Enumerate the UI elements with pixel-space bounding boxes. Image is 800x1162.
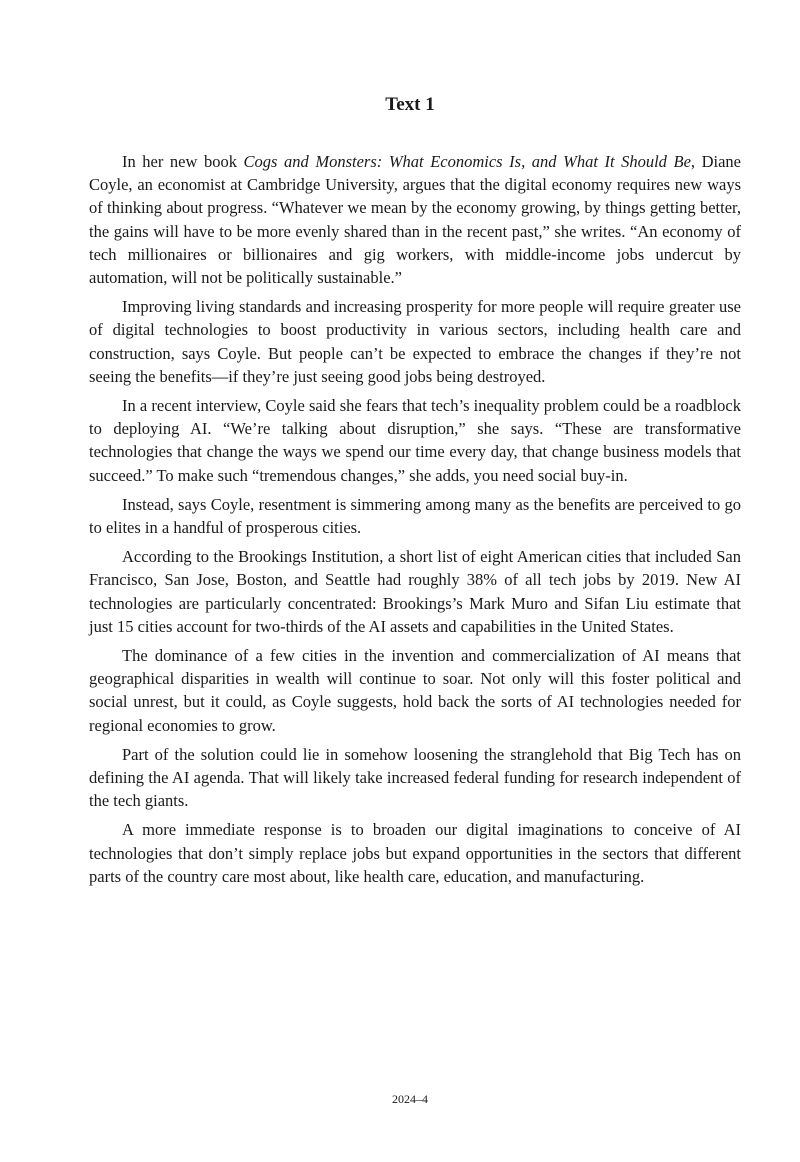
paragraph-2: Improving living standards and increasing prosperity for more people will require greater use of digital technologies to boost productivity in various sectors, including health care and construction, says Coyle. But people can’t be expected to embrace the changes if they’re not seeing the benefits—if they’re just seeing good jobs being destroyed. <box>89 297 741 386</box>
paragraph-1-rest: , Diane Coyle, an economist at Cambridge University, argues that the digital economy requires new ways of thinking about progress. “Whatever we mean by the economy growing, by things getting better, the gains will have to be more evenly shared than in the recent past,” she writes. “An economy of tech millionaires or billionaires and gig workers, with middle-income jobs undercut by automation, will not be politically sustainable.” <box>89 152 741 288</box>
paragraph-8: A more immediate response is to broaden our digital imaginations to conceive of AI technologies that don’t simply replace jobs but expand opportunities in the sectors that different parts of the country care most about, like health care, education, and manufacturing. <box>89 820 741 886</box>
paragraph-6: The dominance of a few cities in the invention and commercialization of AI means that geographical disparities in wealth will continue to soar. Not only will this foster political and social unrest, but it could, as Coyle suggests, hold back the sorts of AI technologies needed for regional economies to grow. <box>89 646 741 735</box>
page-number: 2024–4 <box>392 1092 428 1106</box>
paragraph-4: Instead, says Coyle, resentment is simmering among many as the benefits are perceived to go to elites in a handful of prosperous cities. <box>89 494 741 538</box>
paragraph-3: In a recent interview, Coyle said she fears that tech’s inequality problem could be a roadblock to deploying AI. “We’re talking about disruption,” she says. “These are transformative technologies that change the ways we spend our time every day, that change business models that succeed.” To make such “tremendous changes,” she adds, you need social buy-in. <box>89 396 741 485</box>
paragraph-1-prefix: In her new book <box>122 152 244 171</box>
paragraph-1 <box>89 150 741 289</box>
paragraph-7: Part of the solution could lie in somehow loosening the stranglehold that Big Tech has on defining the AI agenda. That will likely take increased federal funding for research independent of the tech giants. <box>89 744 741 811</box>
book-title: Cogs and Monsters: What Economics Is, and What It Should Be <box>243 152 691 171</box>
paragraph-5: According to the Brookings Institution, a short list of eight American cities that included San Francisco, San Jose, Boston, and Seattle had roughly 38% of all tech jobs by 2019. New AI technologies are particularly concentrated: Brookings’s Mark Muro and Sifan Liu estimate that just 15 cities account for two-thirds of the AI assets and capabilities in the United States. <box>89 547 741 636</box>
page-title: Text 1 <box>385 94 435 115</box>
article-body <box>89 150 741 894</box>
